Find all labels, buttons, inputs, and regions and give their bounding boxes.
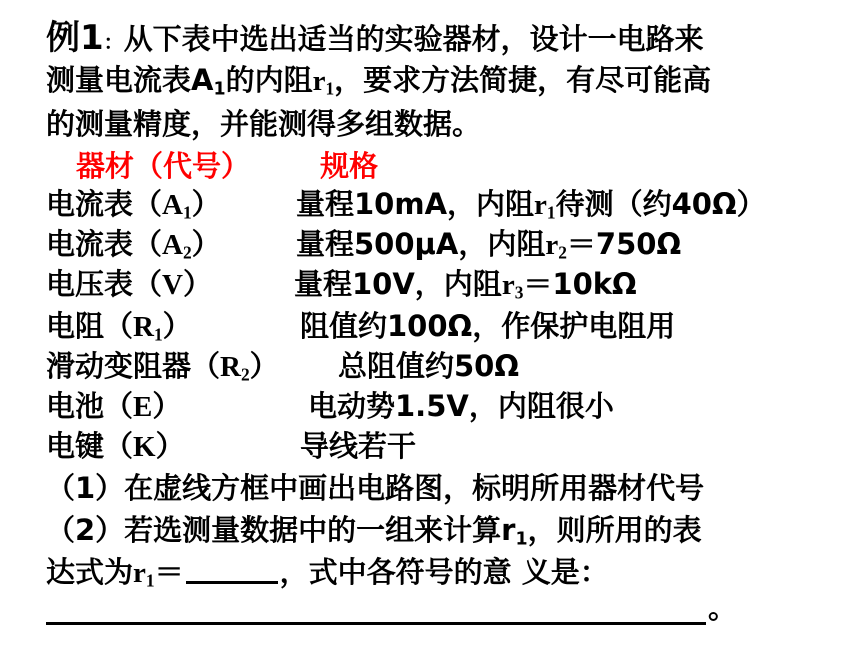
equipment-label: 电键（ xyxy=(46,429,134,463)
equipment-label-close: ） xyxy=(182,267,212,301)
equipment-code-subscript: 2 xyxy=(182,242,192,263)
equipment-spec xyxy=(308,386,614,427)
spec-r-symbol: r xyxy=(501,269,515,301)
equipment-label: 电流表（ xyxy=(46,227,163,261)
equipment-label-close: ） xyxy=(191,227,221,261)
question-3-text-a: 达式为 xyxy=(46,555,134,589)
equipment-name xyxy=(46,267,212,301)
equipment-name xyxy=(46,187,221,221)
equipment-row xyxy=(46,386,614,426)
equipment-label-close: ） xyxy=(155,429,185,463)
colon: ： xyxy=(103,30,124,54)
spec-text: 量程10mA，内阻 xyxy=(296,187,535,221)
equipment-name xyxy=(46,389,181,423)
equipment-label: 电流表（ xyxy=(46,187,163,221)
ammeter-subscript: 1 xyxy=(213,79,226,100)
equipment-code: E xyxy=(133,391,153,423)
spec-text: 阻值约100Ω，作保护电阻用 xyxy=(300,309,676,343)
equipment-code-subscript: 1 xyxy=(153,324,163,345)
equipment-spec xyxy=(296,184,766,225)
formula-r-symbol: r xyxy=(133,557,146,589)
equipment-label-close: ） xyxy=(249,349,279,383)
spec-text: 量程10V，内阻 xyxy=(294,267,502,301)
intro-text-1: 从下表中选出适当的实验器材，设计一电路来 xyxy=(123,22,704,56)
resistance-symbol: r xyxy=(312,65,326,97)
equipment-code: A xyxy=(162,189,183,221)
intro-line-1 xyxy=(46,18,704,58)
question-2-subscript: 1 xyxy=(515,529,528,550)
equipment-spec xyxy=(296,224,681,265)
intro-text-2c: ，要求方法简捷，有尽可能高 xyxy=(334,63,712,97)
ammeter-symbol: A xyxy=(191,63,214,97)
equipment-label: 电池（ xyxy=(46,389,134,423)
equipment-label-close: ） xyxy=(162,309,192,343)
equipment-name xyxy=(46,349,279,383)
header-equipment: 器材（代号） xyxy=(76,149,251,183)
answer-long-blank[interactable] xyxy=(46,622,706,625)
spec-r-subscript: 3 xyxy=(514,282,524,303)
equipment-spec xyxy=(294,264,637,305)
equipment-code: R xyxy=(133,311,154,343)
equipment-code-subscript: 1 xyxy=(182,202,192,223)
end-mark: 。 xyxy=(708,591,738,625)
equipment-code: A xyxy=(162,229,183,261)
answer-blank[interactable] xyxy=(186,553,278,584)
equals-sign: ＝ xyxy=(154,555,184,589)
equipment-label: 滑动变阻器（ xyxy=(46,349,221,383)
question-2 xyxy=(46,510,702,550)
spec-text-tail: 待测（约40Ω） xyxy=(555,187,766,221)
equipment-code-subscript: 2 xyxy=(240,364,250,385)
spec-r-symbol: r xyxy=(534,189,547,221)
question-1-text: （1）在虚线方框中画出电路图，标明所用器材代号 xyxy=(46,471,705,505)
spec-text: 电动势1.5V，内阻很小 xyxy=(308,389,614,423)
equipment-name xyxy=(46,429,185,463)
equipment-spec xyxy=(300,426,416,467)
intro-line-2 xyxy=(46,60,711,100)
spec-text: 导线若干 xyxy=(300,429,417,463)
spec-text-tail: ＝750Ω xyxy=(566,227,682,261)
spec-r-symbol: r xyxy=(545,229,559,261)
formula-r-subscript: 1 xyxy=(145,570,155,591)
header-specification: 规格 xyxy=(320,149,379,183)
spec-text-tail: ＝10kΩ xyxy=(523,267,637,301)
question-3 xyxy=(46,552,609,592)
equipment-name xyxy=(46,227,221,261)
equipment-row xyxy=(46,426,417,466)
spec-text: 总阻值约50Ω xyxy=(338,349,520,383)
equipment-label-close: ） xyxy=(152,389,182,423)
spec-text: 量程500μA，内阻 xyxy=(296,227,546,261)
question-2-text: （2）若选测量数据中的一组来计算r xyxy=(46,513,516,547)
equipment-spec xyxy=(300,306,675,347)
equipment-code: K xyxy=(133,431,156,463)
question-2-tail: ，则所用的表 xyxy=(527,513,702,547)
equipment-spec xyxy=(338,346,519,387)
intro-text-2a: 测量电流表 xyxy=(46,63,192,97)
spec-r-subscript: 1 xyxy=(546,202,556,223)
equipment-row xyxy=(46,306,676,346)
equipment-label: 电阻（ xyxy=(46,309,134,343)
intro-text-3: 的测量精度，并能测得多组数据。 xyxy=(46,107,482,141)
intro-text-2b: 的内阻 xyxy=(225,63,313,97)
equipment-row xyxy=(46,184,766,224)
equipment-code: V xyxy=(162,269,183,301)
equipment-name xyxy=(46,309,192,343)
equipment-row xyxy=(46,346,520,386)
resistance-subscript: 1 xyxy=(325,78,335,99)
equipment-label: 电压表（ xyxy=(46,267,163,301)
example-label: 例1 xyxy=(46,18,104,58)
equipment-code: R xyxy=(220,351,241,383)
question-3-text-b: ，式中各符号的意 义是： xyxy=(279,555,609,589)
question-1 xyxy=(46,468,704,508)
table-header xyxy=(76,146,378,186)
spec-r-subscript: 2 xyxy=(558,242,567,263)
equipment-label-close: ） xyxy=(191,187,221,221)
intro-line-3 xyxy=(46,104,481,144)
